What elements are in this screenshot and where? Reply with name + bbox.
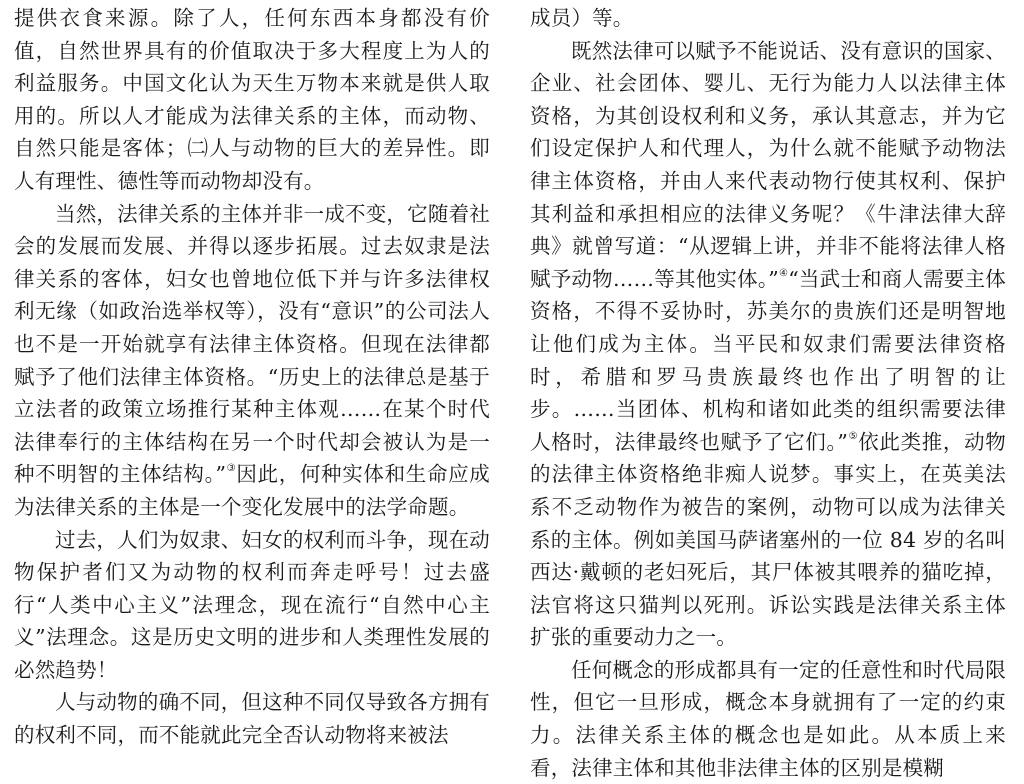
paragraph xyxy=(530,35,1006,654)
footnote-marker: ③ xyxy=(226,463,237,475)
paragraph-text: 因此，何种实体和生命应成为法律关系的主体是一个变化发展中的法学命题。 xyxy=(14,462,490,519)
paragraph: 人与动物的确不同，但这种不同仅导致各方拥有的权利不同，而不能就此完全否认动物将来被法 xyxy=(14,690,490,748)
footnote-marker: ⑤ xyxy=(848,430,859,442)
paragraph-text: “当武士和商人需要主体资格，不得不妥协时，苏美尔的贵族们还是明智地让他们成为主体。当平民和奴隶们需要法律资格时，希腊和罗马贵族最终也作出了明智的让步。……当团体、机构和诸如此类的组织需要法律人格时，法律最终也赋予了它们。” xyxy=(530,266,1006,454)
paragraph: 过去，人们为奴隶、妇女的权利而斗争，现在动物保护者们又为动物的权利而奔走呼号！过去盛行“人类中心主义”法理念，现在流行“自然中心主义”法理念。这是历史文明的进步和人类理性发展的必然趋势！ xyxy=(14,527,490,682)
paragraph xyxy=(14,198,490,524)
paragraph-text: 依此类推，动物的法律主体资格绝非痴人说梦。事实上，在英美法系不乏动物作为被告的案例，动物可以成为法律关系的主体。例如美国马萨诸塞州的一位 84 岁的名叫西达·戴顿的老妇死后，其尸体被其喂养的猫吃掉，法官将这只猫判以死刑。诉讼实践是法律关系主体扩张的重要动力之一。 xyxy=(530,429,1006,650)
paragraph-text: 既然法律可以赋予不能说话、没有意识的国家、企业、社会团体、婴儿、无行为能力人以法律主体资格，为其创设权利和义务，承认其意志，并为它们设定保护人和代理人，为什么就不能赋予动物法律主体资格，并由人来代表动物行使其权利、保护其利益和承担相应的法律义务呢？《牛津法律大辞典》就曾写道：“从逻辑上讲，并非不能将法律人格赋予动物……等其他实体。” xyxy=(530,38,1006,291)
left-column xyxy=(14,2,490,752)
paragraph: 任何概念的形成都具有一定的任意性和时代局限性，但它一旦形成，概念本身就拥有了一定的约束力。法律关系主体的概念也是如此。从本质上来看，法律主体和其他非法律主体的区别是模糊 xyxy=(530,657,1006,780)
paragraph: 提供衣食来源。除了人，任何东西本身都没有价值，自然世界具有的价值取决于多大程度上为人的利益服务。中国文化认为天生万物本来就是供人取用的。所以人才能成为法律关系的主体，而动物、自然只能是客体；㈡人与动物的巨大的差异性。即人有理性、德性等而动物却没有。 xyxy=(14,6,490,193)
right-column xyxy=(530,2,1006,784)
footnote-marker: ④ xyxy=(778,267,789,279)
paragraph-text: 当然，法律关系的主体并非一成不变，它随着社会的发展而发展、并得以逐步拓展。过去奴隶是法律关系的客体，妇女也曾地位低下并与许多法律权利无缘（如政治选举权等），没有“意识”的公司法人也不是一开始就享有法律主体资格。但现在法律都赋予了他们法律主体资格。“历史上的法律总是基于立法者的政策立场推行某种主体观……在某个时代法律奉行的主体结构在另一个时代却会被认为是一种不明智的主体结构。” xyxy=(14,201,490,487)
paragraph: 成员）等。 xyxy=(530,6,634,30)
